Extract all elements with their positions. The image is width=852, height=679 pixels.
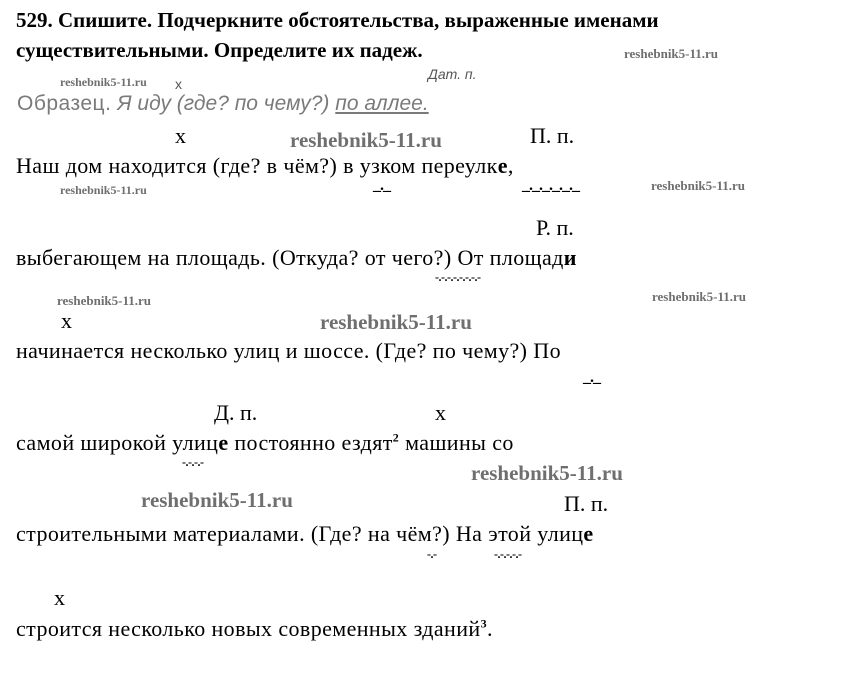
underline-mark: -.-.-.-.- — [494, 547, 522, 561]
watermark: reshebnik5-11.ru — [651, 178, 746, 193]
underline-mark: -.- — [427, 547, 437, 561]
case-label-pp: П. п. — [530, 123, 575, 148]
text-line-6 — [16, 616, 493, 642]
bold-ending: и — [563, 245, 577, 270]
text: выбегающем на площадь. (Откуда? от чего?) От площад — [16, 245, 564, 270]
text: машины со — [399, 430, 514, 455]
watermark: reshebnik5-11.ru — [471, 461, 623, 485]
task-heading-line1: 529. Спишите. Подчеркните обстоятельства, выраженные именами — [16, 8, 659, 32]
watermark: reshebnik5-11.ru — [652, 289, 747, 304]
underline-mark: -.-.-.-.-.-.-.- — [435, 270, 481, 284]
x-mark: x — [435, 400, 446, 425]
footnote-mark: 3 — [480, 616, 487, 631]
sample-line — [17, 92, 429, 116]
watermark: reshebnik5-11.ru — [320, 310, 472, 334]
text-line-3: начинается несколько улиц и шоссе. (Где? по чему?) По — [16, 338, 561, 363]
watermark: reshebnik5-11.ru — [141, 488, 293, 512]
text: строится несколько новых современных зданий — [16, 616, 481, 641]
bold-ending: е — [497, 153, 508, 178]
x-mark: x — [54, 585, 65, 610]
task-heading-line2: существительными. Определите их падеж. — [16, 38, 423, 62]
text-line-5 — [16, 521, 594, 547]
text: Наш дом находится (где? в чём?) в узком переулк — [16, 153, 498, 178]
underline-mark: _._._._._._ — [522, 177, 579, 194]
sample-text: Я иду (где? по чему?) — [117, 92, 330, 115]
text: , — [507, 153, 514, 178]
sample-underlined: по аллее. — [335, 92, 429, 115]
x-mark: x — [175, 123, 186, 148]
watermark: reshebnik5-11.ru — [624, 46, 719, 61]
footnote-mark: 2 — [392, 430, 400, 445]
watermark: reshebnik5-11.ru — [290, 128, 442, 152]
text-line-1 — [16, 153, 514, 179]
text: . — [486, 616, 493, 641]
case-label-pp: П. п. — [564, 491, 609, 516]
underline-mark: _._ — [373, 177, 390, 194]
sample-x-mark: x — [175, 76, 182, 92]
x-mark: x — [61, 308, 72, 333]
sample-case-note: Дат. п. — [428, 66, 477, 82]
case-label-dp: Д. п. — [214, 400, 258, 425]
text: постоянно ездят — [228, 430, 393, 455]
watermark: reshebnik5-11.ru — [57, 293, 152, 308]
watermark: reshebnik5-11.ru — [60, 183, 147, 197]
case-label-rp: Р. п. — [536, 215, 574, 240]
text-line-2 — [16, 245, 577, 271]
text: строительными материалами. (Где? на чём?) На этой улиц — [16, 521, 584, 546]
watermark: reshebnik5-11.ru — [60, 75, 147, 89]
sample-label: Образец. — [17, 92, 112, 115]
underline-mark: -.-.-.- — [182, 455, 204, 469]
underline-mark: _._ — [583, 369, 600, 386]
bold-ending: е — [583, 521, 594, 546]
text-line-4 — [16, 430, 514, 456]
bold-ending: е — [218, 430, 229, 455]
text: самой широкой улиц — [16, 430, 219, 455]
